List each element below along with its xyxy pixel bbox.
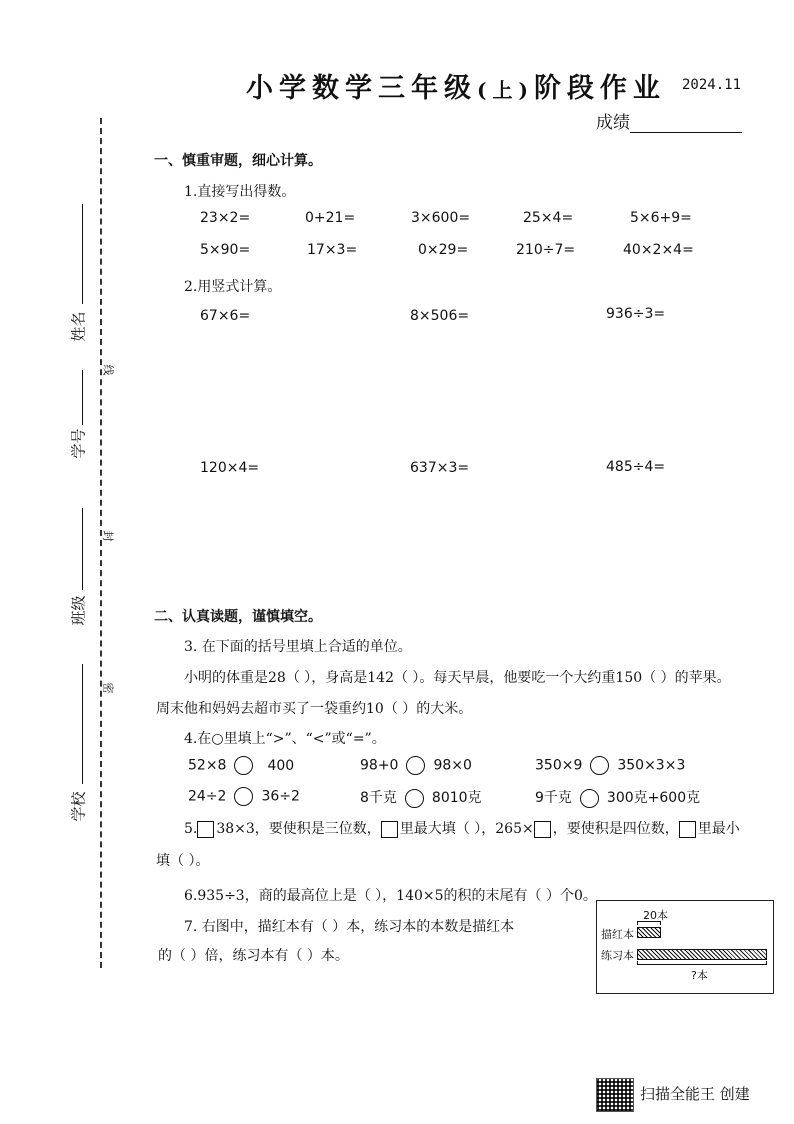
diagram-top-brace [637, 921, 661, 925]
scanner-logo-icon [596, 1078, 634, 1112]
diagram-bottom-label: ?本 [691, 969, 708, 982]
q4-left: 9千克 [535, 790, 572, 806]
side-id-label: 学号 [69, 428, 88, 459]
diagram-red-bar [637, 927, 661, 938]
q2-item: 67×6= [200, 308, 251, 324]
q4-right: 36÷2 [261, 788, 300, 805]
digit-box[interactable] [679, 821, 696, 838]
side-school-line[interactable] [82, 664, 83, 784]
q1-item: 5×90= [200, 242, 251, 258]
q4-right: 300克+600克 [606, 790, 701, 806]
q4-right: 350×3×3 [617, 757, 686, 774]
q1-title: 1.直接写出得数。 [184, 184, 296, 200]
digit-box[interactable] [197, 821, 214, 838]
q2-item: 8×506= [410, 308, 470, 324]
diagram-row2-label: 练习本 [601, 949, 634, 962]
q1-item: 0×29= [418, 242, 469, 258]
q1-item: 5×6+9= [630, 210, 692, 226]
binding-mark-feng: 封 [101, 530, 115, 542]
q4-left: 52×8 [188, 757, 227, 774]
diagram-bottom-brace [637, 961, 767, 965]
q4-title: 4.在○里填上“>”、“<”或“=”。 [184, 731, 386, 747]
score-blank[interactable] [630, 118, 742, 133]
q4-compare [535, 787, 700, 808]
q5-text: 38×3，要使积是三位数， [216, 821, 381, 837]
q5-text: 里最大填（ ），265× [399, 821, 534, 837]
q5-line1 [184, 818, 740, 838]
title-main: 小学数学三年级 [246, 73, 477, 104]
q4-compare [188, 787, 300, 806]
q4-right: 8010克 [431, 790, 482, 806]
side-name-label: 姓名 [69, 311, 88, 342]
q4-right: 98×0 [433, 757, 472, 774]
compare-circle[interactable] [234, 787, 253, 806]
q6: 6.935÷3，商的最高位上是（ ），140×5的积的末尾有（ ）个0。 [184, 888, 597, 904]
q5-text: ，要使积是四位数， [552, 821, 679, 837]
q5-line2: 填（ ）。 [156, 853, 210, 869]
page-title [246, 66, 666, 105]
side-class-label: 班级 [69, 595, 88, 626]
q1-item: 0+21= [305, 210, 356, 226]
q5-text: 里最小 [697, 821, 740, 837]
section2-title: 二、认真读题，谨慎填空。 [154, 609, 322, 625]
side-school-label: 学校 [69, 791, 88, 822]
q4-left: 98+0 [360, 757, 399, 774]
date-label: 2024.11 [682, 77, 742, 93]
q4-right: 400 [267, 757, 295, 774]
scanner-watermark: 扫描全能王 创建 [640, 1085, 750, 1103]
q2-item: 485÷4= [606, 459, 666, 475]
compare-circle[interactable] [234, 756, 253, 775]
q1-item: 23×2= [200, 210, 251, 226]
q1-item: 25×4= [523, 210, 574, 226]
q1-item: 40×2×4= [623, 242, 694, 258]
q4-left: 24÷2 [188, 788, 227, 805]
compare-circle[interactable] [405, 789, 424, 808]
digit-box[interactable] [381, 821, 398, 838]
q2-title: 2.用竖式计算。 [184, 279, 282, 295]
diagram-row1-label: 描红本 [601, 928, 634, 941]
q4-compare [360, 756, 472, 775]
compare-circle[interactable] [590, 756, 609, 775]
side-name-line[interactable] [82, 204, 83, 304]
q4-left: 8千克 [360, 790, 397, 806]
q4-compare [535, 756, 685, 775]
q2-item: 120×4= [200, 460, 260, 476]
score-label: 成绩 [596, 113, 630, 133]
binding-mark-mi: 密 [101, 682, 115, 694]
binding-dashed-line [100, 118, 102, 968]
section1-title: 一、慎重审题，细心计算。 [154, 153, 322, 169]
compare-circle[interactable] [406, 756, 425, 775]
compare-circle[interactable] [580, 789, 599, 808]
q7-line2: 的（ ）倍，练习本有（ ）本。 [158, 948, 349, 964]
q4-left: 350×9 [535, 757, 583, 774]
diagram-top-label: 20本 [643, 909, 668, 922]
diagram-practice-bar [637, 949, 767, 960]
q3-line1: 小明的体重是28（ ），身高是142（ ）。每天早晨，他要吃一个大约重150（ ）的苹果。 [184, 670, 731, 686]
title-paren: (上) [477, 78, 534, 102]
q1-item: 210÷7= [516, 242, 576, 258]
q4-compare [188, 756, 294, 775]
q1-item: 17×3= [307, 242, 358, 258]
q7-line1: 7. 右图中，描红本有（ ）本，练习本的本数是描红本 [184, 919, 515, 935]
q1-item: 3×600= [411, 210, 471, 226]
q3-title: 3. 在下面的括号里填上合适的单位。 [184, 639, 412, 655]
side-class-line[interactable] [82, 508, 83, 590]
binding-mark-xian: 线 [101, 364, 115, 376]
q3-line2: 周末他和妈妈去超市买了一袋重约10（ ）的大米。 [156, 701, 473, 717]
side-id-line[interactable] [82, 370, 83, 425]
q2-item: 936÷3= [606, 306, 666, 322]
score-field[interactable] [596, 108, 742, 133]
q2-item: 637×3= [410, 460, 470, 476]
title-end: 阶段作业 [533, 73, 666, 104]
digit-box[interactable] [534, 821, 551, 838]
q4-compare [360, 787, 482, 808]
q5-number: 5. [184, 821, 198, 837]
q7-segment-diagram [596, 900, 774, 994]
